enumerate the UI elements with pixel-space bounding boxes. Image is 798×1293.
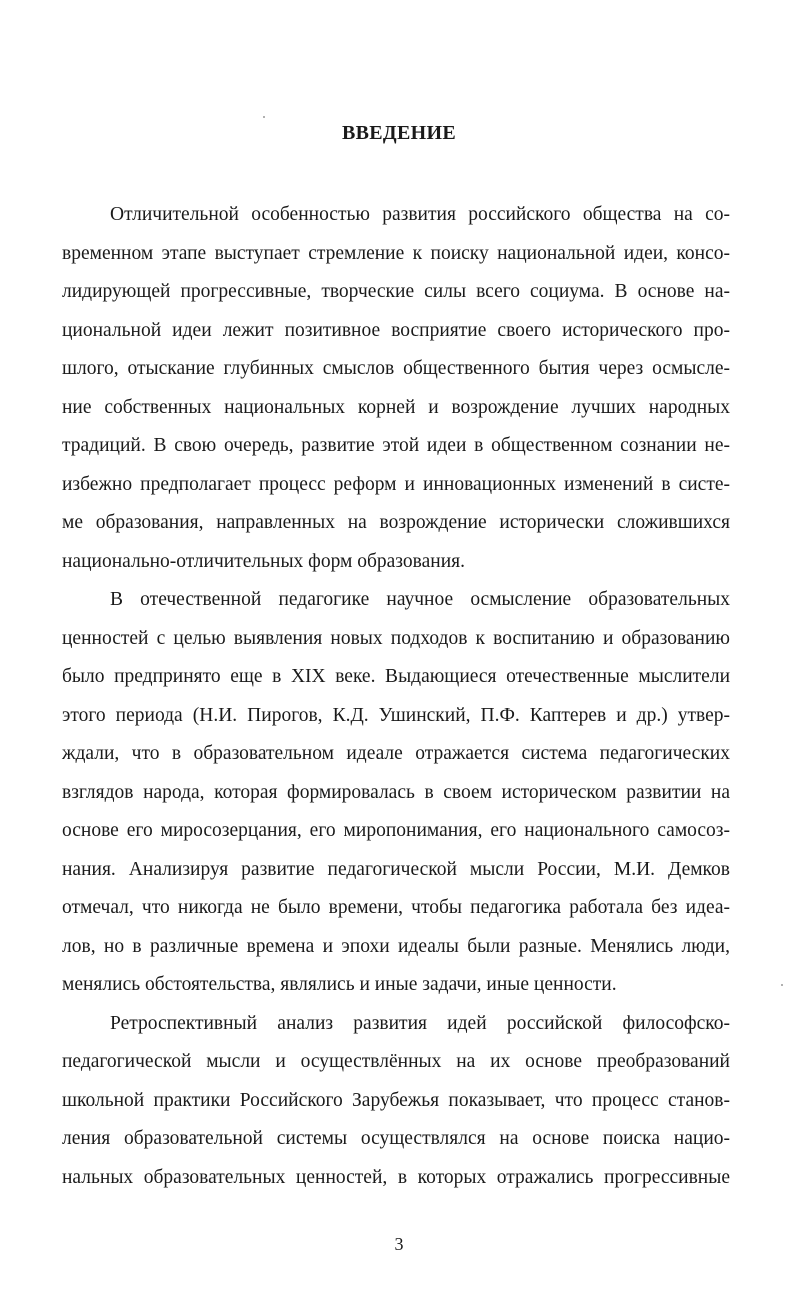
text-line: было предпринято еще в XIX веке. Выдающиеся отечественные мыслители <box>62 666 730 687</box>
text-line: педагогической мысли и осуществлённых на их основе преобразований <box>62 1051 730 1072</box>
scan-speck <box>263 116 265 118</box>
scan-speck <box>781 984 783 986</box>
text-line: этого периода (Н.И. Пирогов, К.Д. Ушинский, П.Ф. Каптерев и др.) утвер- <box>62 704 730 726</box>
text-line: лов, но в различные времена и эпохи идеалы были разные. Менялись люди, <box>62 935 730 957</box>
text-line: В отечественной педагогике научное осмысление образовательных <box>110 589 730 610</box>
page-title: ВВЕДЕНИЕ <box>342 122 456 144</box>
paragraph-2 <box>62 581 730 1005</box>
text-line: избежно предполагает процесс реформ и инновационных изменений в систе- <box>62 473 730 495</box>
text-line: шлого, отыскание глубинных смыслов общественного бытия через осмысле- <box>62 358 730 379</box>
text-line: отмечал, что никогда не было времени, чтобы педагогика работала без идеа- <box>62 897 730 918</box>
text-line: традиций. В свою очередь, развитие этой идеи в общественном сознании не- <box>62 435 730 456</box>
text-line: нальных образовательных ценностей, в которых отражались прогрессивные <box>62 1166 730 1188</box>
text-line: взглядов народа, которая формировалась в своем историческом развитии на <box>62 781 730 803</box>
paragraph-3 <box>62 1005 730 1198</box>
text-line: циональной идеи лежит позитивное восприятие своего исторического про- <box>62 319 730 341</box>
text-line: Ретроспективный анализ развития идей российской философско- <box>110 1012 730 1034</box>
text-line: ждали, что в образовательном идеале отражается система педагогических <box>62 743 730 764</box>
text-line: национально-отличительных форм образования. <box>62 550 465 572</box>
text-line: нания. Анализируя развитие педагогической мысли России, М.И. Демков <box>62 858 730 880</box>
text-line: ме образования, направленных на возрождение исторически сложившихся <box>62 512 730 533</box>
text-line: основе его миросозерцания, его миропонимания, его национального самосоз- <box>62 820 730 841</box>
paragraph-1 <box>62 196 730 581</box>
text-line: школьной практики Российского Зарубежья показывает, что процесс станов- <box>62 1089 730 1111</box>
body-text <box>62 196 730 1197</box>
text-line: лидирующей прогрессивные, творческие силы всего социума. В основе на- <box>62 281 730 302</box>
text-line: ценностей с целью выявления новых подходов к воспитанию и образованию <box>62 627 730 649</box>
text-line: Отличительной особенностью развития российского общества на со- <box>110 204 730 225</box>
text-line: временном этапе выступает стремление к поиску национальной идеи, консо- <box>62 242 730 264</box>
text-line: ления образовательной системы осуществлялся на основе поиска нацио- <box>62 1128 730 1149</box>
text-line: менялись обстоятельства, являлись и иные задачи, иные ценности. <box>62 974 617 995</box>
text-line: ние собственных национальных корней и возрождение лучших народных <box>62 396 730 418</box>
page-number: 3 <box>394 1234 404 1254</box>
